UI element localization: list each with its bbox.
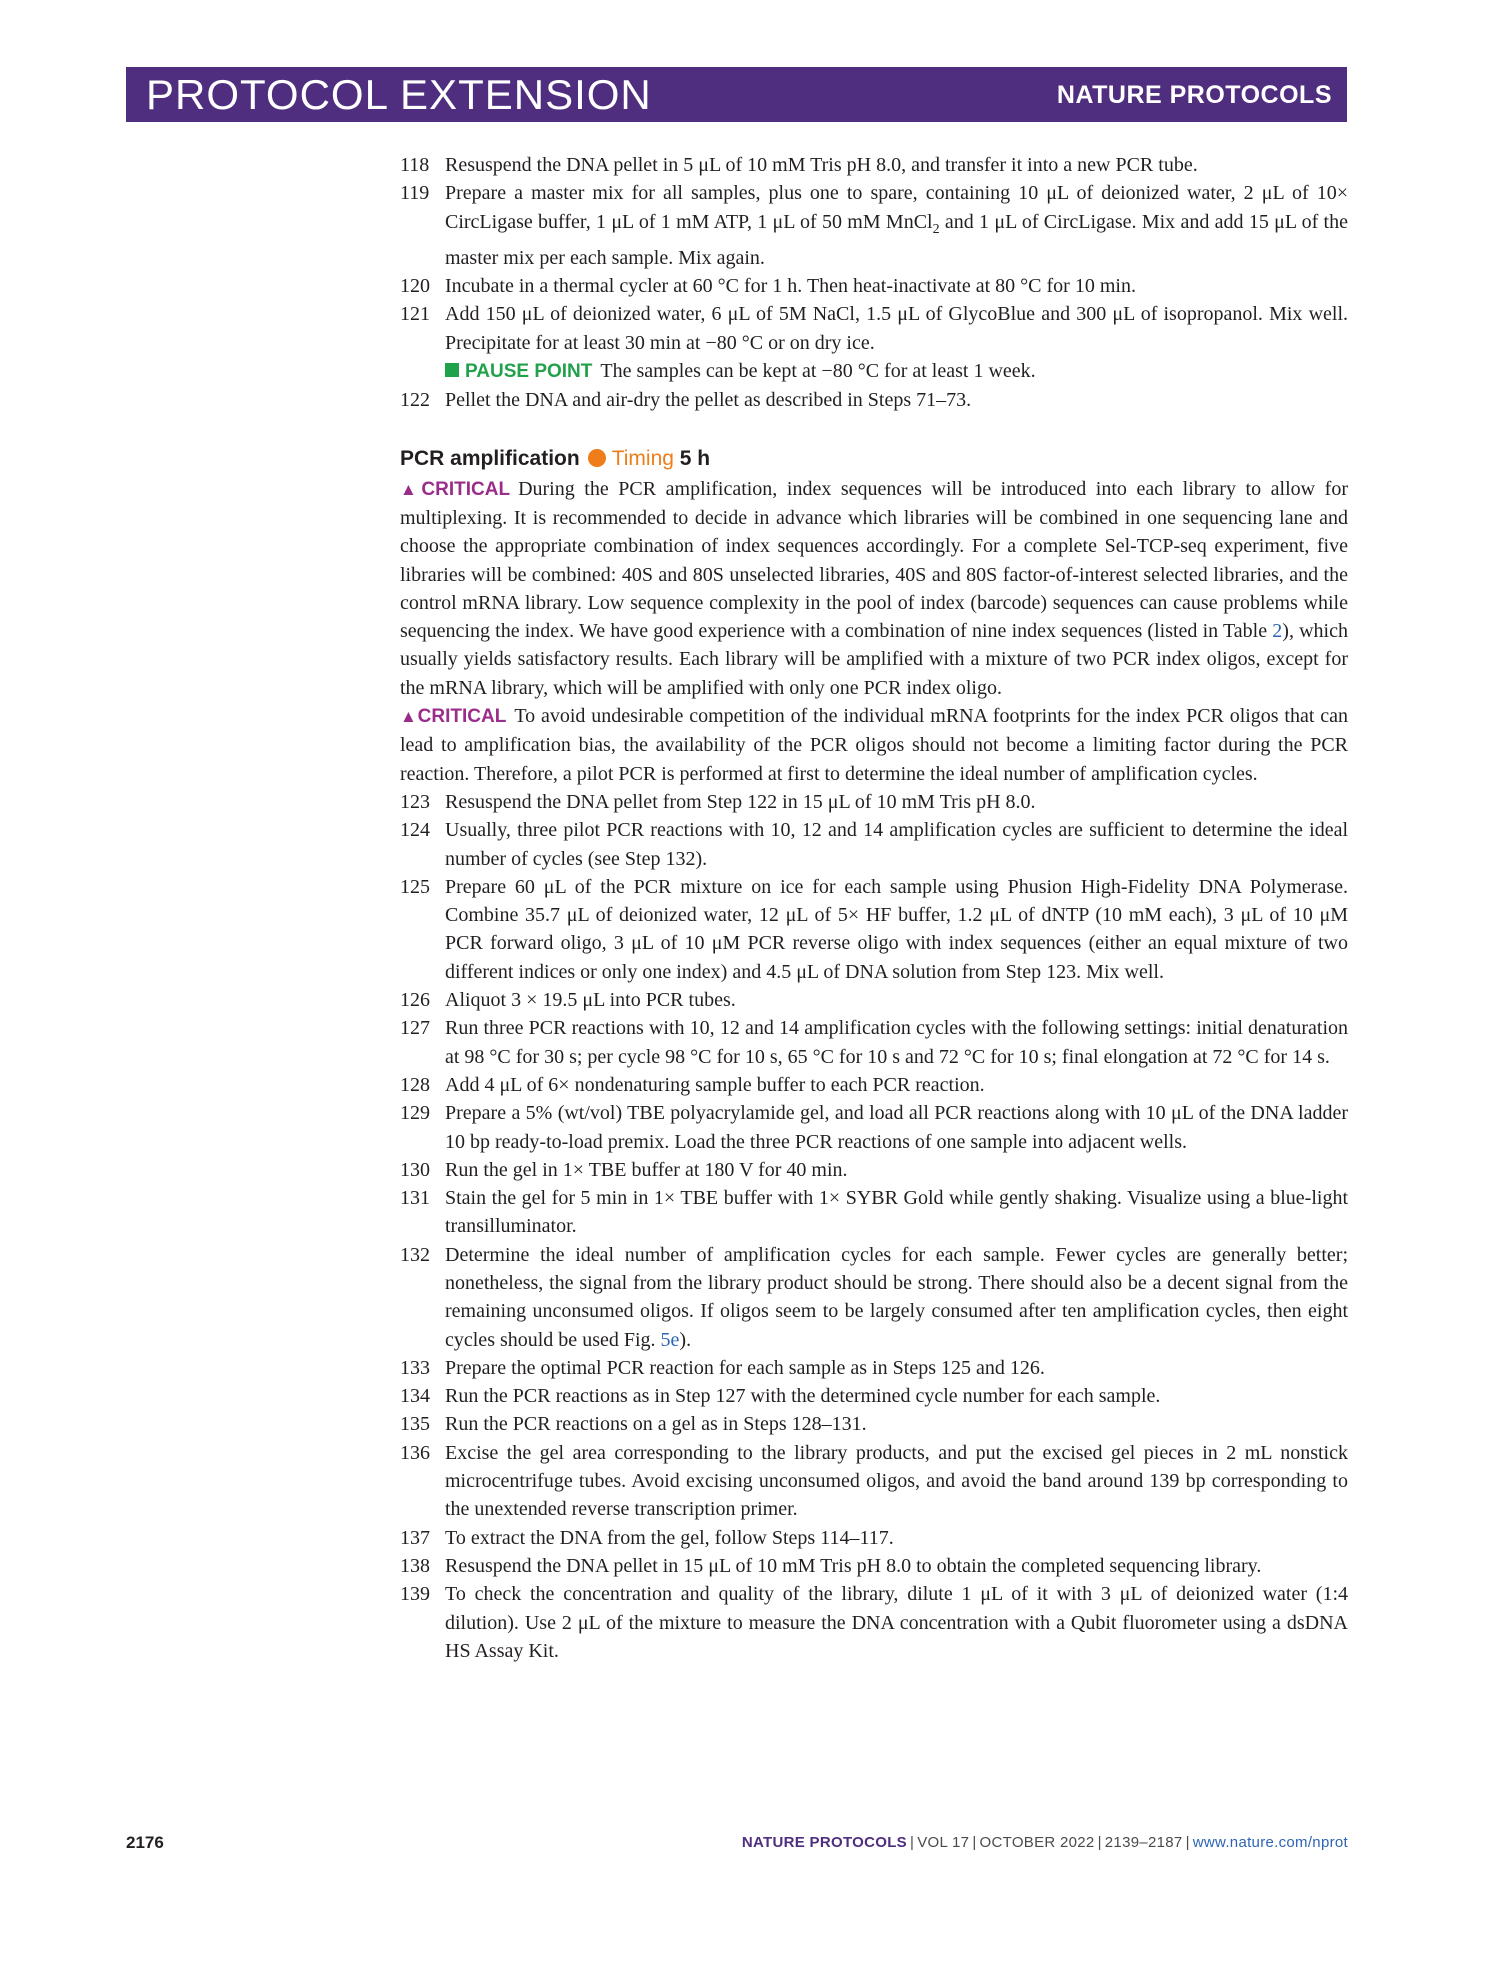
step-number: 127 xyxy=(400,1017,430,1040)
step-text: Incubate in a thermal cycler at 60 °C for 1 h. Then heat-inactivate at 80 °C for 10 min. xyxy=(445,275,1136,298)
step-119 xyxy=(400,179,1348,272)
step-number: 128 xyxy=(400,1073,430,1096)
figure-link[interactable]: 5e xyxy=(660,1328,680,1351)
step-139 xyxy=(400,1580,1348,1665)
critical-triangle-icon: ▲ xyxy=(400,707,418,727)
critical-note-2 xyxy=(400,702,1348,788)
step-137 xyxy=(400,1524,1348,1552)
footer-separator: | xyxy=(972,1834,977,1851)
section-label: PROTOCOL EXTENSION xyxy=(146,71,652,118)
step-text: Prepare a 5% (wt/vol) TBE polyacrylamide gel, and load all PCR reactions along with 10 μL of the DNA ladder 10 bp ready-to-load premix. Load the three PCR reactions of one sample into adjacent wells. xyxy=(445,1102,1348,1153)
footer-separator: | xyxy=(1185,1834,1190,1851)
step-text: Stain the gel for 5 min in 1× TBE buffer with 1× SYBR Gold while gently shaking. Visualize using a blue-light transilluminator. xyxy=(445,1187,1348,1238)
step-number: 120 xyxy=(400,275,430,298)
pause-square-icon xyxy=(445,363,459,377)
step-123 xyxy=(400,788,1348,816)
step-text xyxy=(445,179,1348,272)
pause-point xyxy=(400,357,1348,386)
footer-volume: VOL 17 xyxy=(917,1834,970,1851)
footer-date: OCTOBER 2022 xyxy=(979,1834,1095,1851)
step-126 xyxy=(400,986,1348,1014)
step-number: 132 xyxy=(400,1243,430,1266)
footer-journal: NATURE PROTOCOLS xyxy=(741,1834,907,1851)
footer-citation xyxy=(742,1834,1348,1851)
pause-label: PAUSE POINT xyxy=(465,361,593,383)
step-number: 129 xyxy=(400,1102,430,1125)
step-number: 131 xyxy=(400,1187,430,1210)
step-number: 138 xyxy=(400,1554,430,1577)
step-number: 137 xyxy=(400,1526,430,1549)
header-banner xyxy=(126,67,1347,122)
subscript: 2 xyxy=(932,221,940,237)
step-122 xyxy=(400,386,1348,414)
step-128 xyxy=(400,1071,1348,1099)
step-text: Prepare 60 μL of the PCR mixture on ice for each sample using Phusion High-Fidelity DNA Polymerase. Combine 35.7 μL of deionized water, 12 μL of 5× HF buffer, 1.2 μL of dNTP (10 mM each), 3 μL of 10 μM PCR forward oligo, 3 μL of 10 μM PCR reverse oligo with index sequences (either an equal mixture of two different indices or only one index) and 4.5 μL of DNA solution from Step 123. Mix well. xyxy=(445,875,1348,983)
step-number: 130 xyxy=(400,1158,430,1181)
step-118 xyxy=(400,151,1348,179)
timing-dot-icon xyxy=(588,449,606,467)
step-130 xyxy=(400,1156,1348,1184)
critical-label: CRITICAL xyxy=(417,706,507,728)
critical-note-1 xyxy=(400,475,1348,702)
step-number: 125 xyxy=(400,875,430,898)
step-133 xyxy=(400,1354,1348,1382)
step-125 xyxy=(400,873,1348,986)
step-number: 136 xyxy=(400,1441,430,1464)
step-134 xyxy=(400,1382,1348,1410)
step-text: Resuspend the DNA pellet from Step 122 in 15 μL of 10 mM Tris pH 8.0. xyxy=(445,790,1036,813)
step-text: Add 150 μL of deionized water, 6 μL of 5M NaCl, 1.5 μL of GlycoBlue and 300 μL of isopropanol. Mix well. Precipitate for at least 30 min at −80 °C or on dry ice. xyxy=(445,303,1348,354)
step-124 xyxy=(400,816,1348,873)
step-number: 119 xyxy=(400,182,430,205)
section-title: PCR amplification xyxy=(400,446,580,470)
step-number: 139 xyxy=(400,1583,430,1606)
step-text: Run the PCR reactions on a gel as in Steps 128–131. xyxy=(445,1413,867,1436)
step-number: 122 xyxy=(400,389,430,412)
step-text: Aliquot 3 × 19.5 μL into PCR tubes. xyxy=(445,989,736,1012)
step-number: 133 xyxy=(400,1356,430,1379)
step-135 xyxy=(400,1410,1348,1438)
step-number: 123 xyxy=(400,790,430,813)
timing-value: 5 h xyxy=(679,446,711,470)
critical-text: ), which usually yields satisfactory results. Each library will be amplified with a mixture of two PCR index oligos, except for the mRNA library, which will be amplified with only one PCR index oligo. xyxy=(400,620,1348,699)
step-text-part: and 1 μL of CircLigase. Mix and add 15 μL of the master mix per each sample. Mix again. xyxy=(445,210,1348,269)
step-text: Resuspend the DNA pellet in 15 μL of 10 mM Tris pH 8.0 to obtain the completed sequencing library. xyxy=(445,1554,1262,1577)
step-number: 134 xyxy=(400,1385,430,1408)
step-138 xyxy=(400,1552,1348,1580)
step-129 xyxy=(400,1099,1348,1156)
step-131 xyxy=(400,1184,1348,1241)
section-heading xyxy=(400,445,1348,473)
step-121 xyxy=(400,300,1348,357)
step-132 xyxy=(400,1241,1348,1354)
step-136 xyxy=(400,1439,1348,1524)
step-127 xyxy=(400,1014,1348,1071)
step-number: 124 xyxy=(400,819,430,842)
step-text: Prepare the optimal PCR reaction for each sample as in Steps 125 and 126. xyxy=(445,1356,1045,1379)
step-text: Usually, three pilot PCR reactions with 10, 12 and 14 amplification cycles are sufficient to determine the ideal number of cycles (see Step 132). xyxy=(445,819,1348,870)
critical-text: During the PCR amplification, index sequences will be introduced into each library to allow for multiplexing. It is recommended to decide in advance which libraries will be combined in one sequencing lane and choose the appropriate combination of index sequences accordingly. For a complete Sel-TCP-seq experiment, five libraries will be combined: 40S and 80S unselected libraries, 40S and 80S factor-of-interest selected libraries, and the control mRNA library. Low sequence complexity in the pool of index (barcode) sequences can cause problems while sequencing the index. We have good experience with a combination of nine index sequences (listed in Table xyxy=(400,477,1349,643)
step-text: Pellet the DNA and air-dry the pellet as described in Steps 71–73. xyxy=(445,389,972,412)
timing-label: Timing xyxy=(611,446,674,470)
step-text-part: ). xyxy=(679,1328,692,1351)
step-text: Add 4 μL of 6× nondenaturing sample buffer to each PCR reaction. xyxy=(445,1073,985,1096)
step-number: 121 xyxy=(400,303,430,326)
step-text-part: Determine the ideal number of amplification cycles for each sample. Fewer cycles are generally better; nonetheless, the signal from the library product should be strong. There should also be a decent signal from the remaining unconsumed oligos. If oligos seem to be largely consumed after ten amplification cycles, then eight cycles should be used Fig. xyxy=(445,1243,1348,1351)
journal-name: NATURE PROTOCOLS xyxy=(1056,81,1332,109)
step-120 xyxy=(400,272,1348,300)
step-text: Run three PCR reactions with 10, 12 and 14 amplification cycles with the following settings: initial denaturation at 98 °C for 30 s; per cycle 98 °C for 10 s, 65 °C for 10 s and 72 °C for 10 s; final elongation at 72 °C for 14 s. xyxy=(445,1017,1348,1068)
pause-text: The samples can be kept at −80 °C for at least 1 week. xyxy=(600,360,1036,383)
step-number: 118 xyxy=(400,154,430,176)
footer-pages: 2139–2187 xyxy=(1104,1834,1183,1851)
footer-separator: | xyxy=(1097,1834,1102,1851)
step-text-part: Prepare a master mix for all samples, plus one to spare, containing 10 μL of deionized water, 2 μL of 10× CircLigase buffer, 1 μL of 1 mM ATP, 1 μL of 50 mM MnCl xyxy=(445,182,1348,233)
step-text: To check the concentration and quality of the library, dilute 1 μL of it with 3 μL of deionized water (1:4 dilution). Use 2 μL of the mixture to measure the DNA concentration with a Qubit fluorometer using a dsDNA HS Assay Kit. xyxy=(445,1583,1348,1662)
step-text: Excise the gel area corresponding to the library products, and put the excised gel pieces in 2 mL nonstick microcentrifuge tubes. Avoid excising unconsumed oligos, and avoid the band around 139 bp corresponding to the unextended reverse transcription primer. xyxy=(445,1441,1348,1521)
critical-text: To avoid undesirable competition of the individual mRNA footprints for the index PCR oligos that can lead to amplification bias, the availability of the PCR oligos should not become a limiting factor during the PCR reaction. Therefore, a pilot PCR is performed at first to determine the ideal number of amplification cycles. xyxy=(400,705,1348,785)
step-number: 126 xyxy=(400,989,430,1012)
footer-separator: | xyxy=(910,1834,915,1851)
step-text: Resuspend the DNA pellet in 5 μL of 10 mM Tris pH 8.0, and transfer it into a new PCR tube. xyxy=(445,154,1198,176)
footer-url[interactable]: www.nature.com/nprot xyxy=(1192,1834,1348,1851)
step-text: Run the gel in 1× TBE buffer at 180 V for 40 min. xyxy=(445,1158,848,1181)
table-link[interactable]: 2 xyxy=(1272,620,1283,643)
step-text xyxy=(445,1241,1348,1354)
page-number: 2176 xyxy=(126,1833,164,1852)
step-text: To extract the DNA from the gel, follow Steps 114–117. xyxy=(445,1526,894,1549)
critical-label: CRITICAL xyxy=(421,478,511,500)
step-number: 135 xyxy=(400,1413,430,1436)
step-text: Run the PCR reactions as in Step 127 with the determined cycle number for each sample. xyxy=(445,1385,1161,1408)
critical-triangle-icon: ▲ xyxy=(400,479,422,499)
page-content xyxy=(400,151,1348,1665)
